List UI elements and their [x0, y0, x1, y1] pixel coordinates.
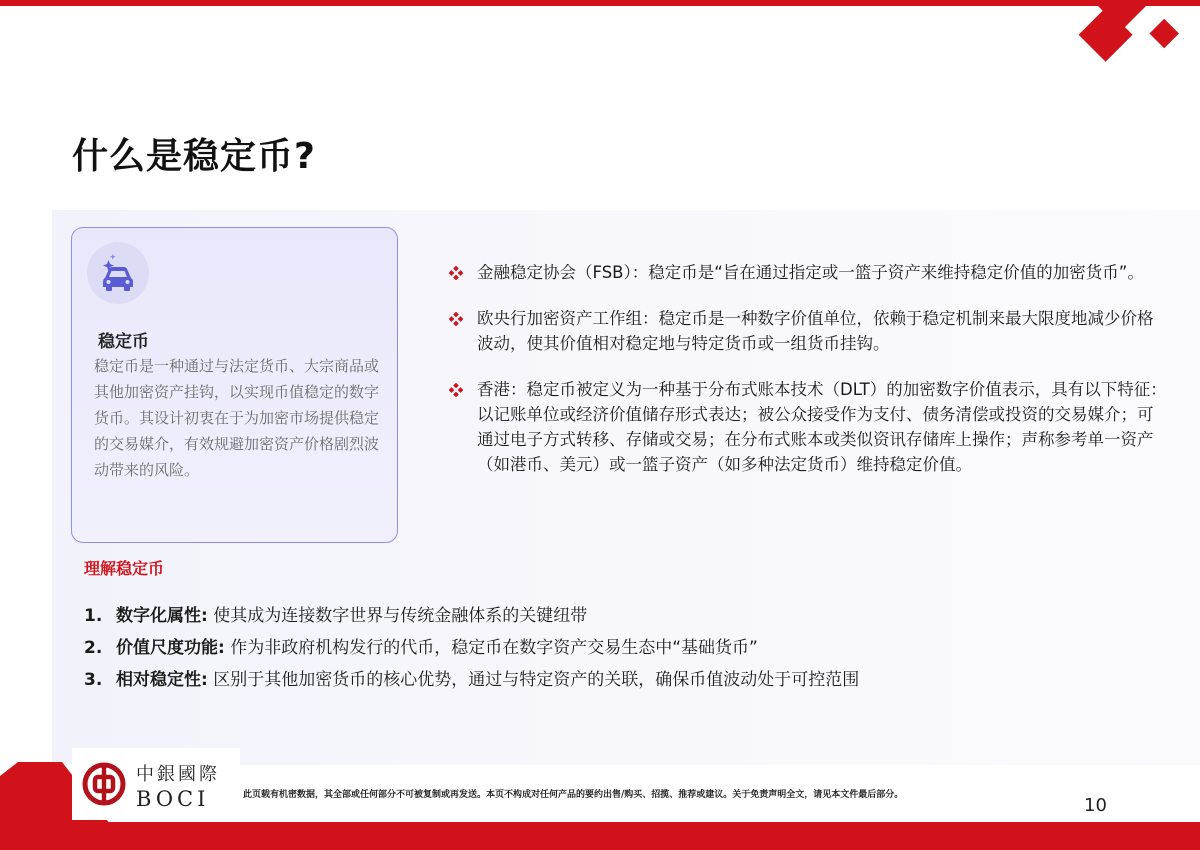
card-description: 稳定币是一种通过与法定货币、大宗商品或其他加密资产挂钩，以实现币值稳定的数字货币。其设计初衷在于为加密市场提供稳定的交易媒介，有效规避加密资产价格剧烈波动带来的风险。	[94, 357, 380, 479]
diamond-bullet-icon	[449, 383, 463, 397]
definition-text: 欧央行加密资产工作组：稳定币是一种数字价值单位，依赖于稳定机制来最大限度地减少价格波动，使其价值相对稳定地与特定货币或一组货币挂钩。	[477, 309, 1154, 353]
definition-text: 金融稳定协会（FSB）：稳定币是“旨在通过指定或一篮子资产来维持稳定价值的加密货币”。	[477, 263, 1144, 282]
item-term: 数字化属性:	[116, 606, 208, 626]
logo-english-name: BOCI	[136, 787, 210, 811]
diamond-bullet-icon	[449, 312, 463, 326]
page-number: 10	[1084, 795, 1107, 816]
item-number: 2.	[84, 638, 103, 658]
definition-item-ecb	[449, 306, 1169, 356]
item-term: 相对稳定性:	[116, 670, 208, 690]
definition-item-fsb	[449, 260, 1169, 285]
page-title: 什么是稳定币?	[72, 136, 316, 177]
top-accent-bar	[0, 0, 1200, 6]
list-item	[84, 664, 859, 696]
definition-item-hongkong	[449, 377, 1169, 477]
item-term: 价值尺度功能:	[116, 638, 225, 658]
item-text: 作为非政府机构发行的代币，稳定币在数字资产交易生态中“基础货币”	[224, 638, 758, 658]
stablecoin-card	[71, 227, 398, 543]
footer-disclaimer: 此页载有机密数据，其全部或任何部分不可被复制或再发送。本页不构成对任何产品的要约出售/购买、招揽、推荐或建议。关于免责声明全文，请见本文件最后部分。	[243, 790, 904, 800]
car-sparkle-icon	[87, 242, 149, 304]
section-heading: 理解稳定币	[84, 559, 165, 578]
footer-bar	[0, 822, 1200, 850]
definitions-list	[449, 260, 1169, 498]
boc-logo-icon	[82, 762, 126, 806]
logo-chinese-name: 中銀國際	[136, 764, 220, 785]
understanding-list	[84, 600, 859, 696]
list-item	[84, 600, 859, 632]
list-item	[84, 632, 859, 664]
card-title: 稳定币	[98, 332, 149, 352]
diamond-bullet-icon	[449, 266, 463, 280]
definition-text: 香港：稳定币被定义为一种基于分布式账本技术（DLT）的加密数字价值表示，具有以下特征：以记账单位或经济价值储存形式表达；被公众接受作为支付、债务清偿或投资的交易媒介；可通过电子方式转移、存储或交易；在分布式账本或类似资讯存储库上操作；声称参考单一资产（如港币、美元）或一篮子资产（如多种法定货币）维持稳定价值。	[477, 380, 1167, 474]
decorative-diamonds-icon	[1060, 0, 1200, 80]
item-text: 使其成为连接数字世界与传统金融体系的关键纽带	[207, 606, 588, 626]
item-number: 3.	[84, 670, 103, 690]
item-number: 1.	[84, 606, 103, 626]
item-text: 区别于其他加密货币的核心优势，通过与特定资产的关联，确保币值波动处于可控范围	[207, 670, 860, 690]
boci-logo	[72, 748, 240, 820]
